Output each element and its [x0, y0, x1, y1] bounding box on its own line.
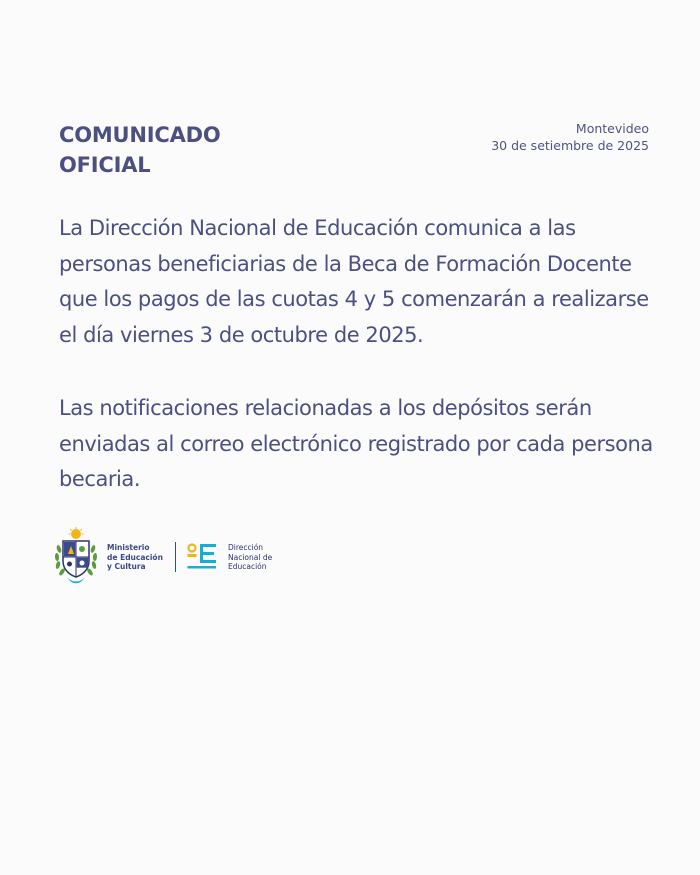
uruguay-coat-of-arms-icon [54, 527, 98, 585]
ministry-name [107, 543, 163, 572]
dateline [491, 120, 649, 154]
dne-name [228, 543, 272, 572]
date: 30 de setiembre de 2025 [491, 138, 649, 153]
ministry-line-3: y Cultura [107, 562, 146, 571]
dne-line-2: Nacional de [228, 552, 273, 562]
title-line-1: COMUNICADO [59, 123, 221, 147]
paragraph-1: La Dirección Nacional de Educación comunica a las personas beneficiarias de la Beca de Formación Docente que los pagos de las cuotas 4 y 5 comenzarán a realizarse el día viernes 3 de octubre de 2025. [59, 216, 649, 347]
dne-line-1: Dirección [228, 543, 264, 552]
ministry-line-1: Ministerio [107, 543, 150, 552]
page-title [59, 120, 221, 180]
dne-line-3: Educación [228, 562, 267, 571]
title-line-2: OFICIAL [59, 153, 151, 177]
paragraph-2: Las notificaciones relacionadas a los depósitos serán enviadas al correo electrónico registrado por cada persona becaria. [59, 396, 653, 491]
dne-logo-icon [187, 543, 219, 569]
footer-logos [54, 527, 294, 585]
city: Montevideo [575, 121, 649, 136]
logo-divider [175, 542, 176, 572]
ministry-line-2: de Educación [107, 552, 163, 562]
